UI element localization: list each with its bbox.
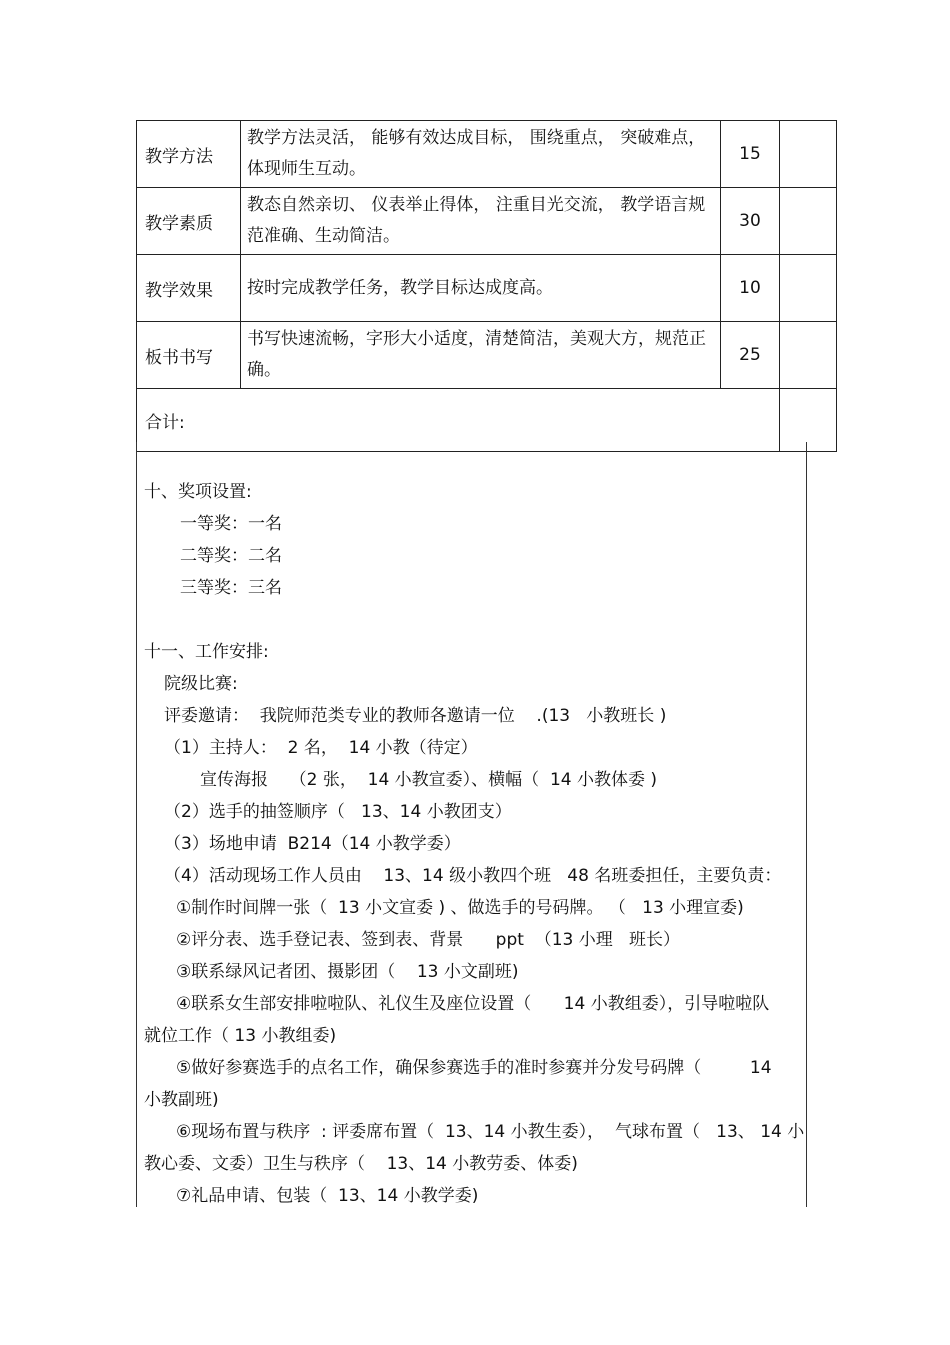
criteria-cell: 书写快速流畅，字形大小适度，清楚简洁，美观大方，规范正确。 — [241, 322, 721, 389]
award-item: 二等奖：二名 — [180, 546, 282, 566]
category-cell: 教学方法 — [137, 121, 241, 188]
duty-item: ①制作时间牌一张（ 13 小文宣委 ) 、做选手的号码牌。 （ 13 小理宣委) — [176, 898, 744, 918]
left-border-line — [136, 442, 137, 1207]
duty-item: ②评分表、选手登记表、签到表、背景 ppt （13 小理 班长） — [176, 930, 680, 950]
score-cell: 15 — [721, 121, 780, 188]
rating-cell — [780, 121, 837, 188]
duty-item: ④联系女生部安排啦啦队、礼仪生及座位设置（ 14 小教组委），引导啦啦队 — [176, 994, 770, 1014]
category-cell: 教学素质 — [137, 188, 241, 255]
duty-item: ③联系绿风记者团、摄影团（ 13 小文副班) — [176, 962, 519, 982]
score-cell: 30 — [721, 188, 780, 255]
work-item: （4）活动现场工作人员由 13、14 级小教四个班 48 名班委担任，主要负责： — [164, 866, 782, 886]
category-cell: 教学效果 — [137, 255, 241, 322]
score-cell: 25 — [721, 322, 780, 389]
awards-heading: 十、奖项设置: — [144, 482, 252, 502]
rating-cell — [780, 188, 837, 255]
work-item: （2）选手的抽签顺序（ 13、14 小教团支） — [164, 802, 512, 822]
duty-item: ⑤做好参赛选手的点名工作，确保参赛选手的准时参赛并分发号码牌（ 14 — [176, 1058, 772, 1078]
score-table — [136, 120, 837, 452]
criteria-cell: 教学方法灵活， 能够有效达成目标， 围绕重点， 突破难点，体现师生互动。 — [241, 121, 721, 188]
criteria-cell: 教态自然亲切、 仪表举止得体， 注重目光交流， 教学语言规范准确、生动简洁。 — [241, 188, 721, 255]
award-item: 三等奖：三名 — [180, 578, 282, 598]
total-row — [137, 389, 837, 452]
work-subheading: 院级比赛: — [164, 674, 238, 694]
total-value-cell — [780, 389, 837, 452]
duty-item-continued: 教心委、文委）卫生与秩序（ 13、14 小教劳委、体委) — [144, 1154, 578, 1174]
work-item: （3）场地申请 B214（14 小教学委） — [164, 834, 461, 854]
work-heading: 十一、工作安排: — [144, 642, 269, 662]
score-cell: 10 — [721, 255, 780, 322]
duty-item-continued: 小教副班) — [144, 1090, 219, 1110]
total-label: 合计: — [137, 389, 780, 452]
work-item: （1）主持人： 2 名， 14 小教（待定） — [164, 738, 478, 758]
criteria-cell: 按时完成教学任务，教学目标达成度高。 — [241, 255, 721, 322]
table-row — [137, 121, 837, 188]
duty-item-continued: 就位工作（ 13 小教组委) — [144, 1026, 337, 1046]
rating-cell — [780, 255, 837, 322]
award-item: 一等奖：一名 — [180, 514, 282, 534]
table-row — [137, 322, 837, 389]
category-cell: 板书书写 — [137, 322, 241, 389]
table-row — [137, 188, 837, 255]
spacer — [144, 604, 808, 636]
duty-item: ⑥现场布置与秩序 : 评委席布置（ 13、14 小教生委）， 气球布置（ 13、 14 小 — [176, 1122, 805, 1142]
judges-line: 评委邀请： 我院师范类专业的教师各邀请一位 .(13 小教班长 ) — [164, 706, 667, 726]
table-row — [137, 255, 837, 322]
duty-item: ⑦礼品申请、包装（ 13、14 小教学委) — [176, 1186, 479, 1206]
work-item: 宣传海报 （2 张， 14 小教宣委）、横幅（ 14 小教体委 ) — [200, 770, 658, 790]
rating-cell — [780, 322, 837, 389]
document-body — [144, 476, 808, 1212]
